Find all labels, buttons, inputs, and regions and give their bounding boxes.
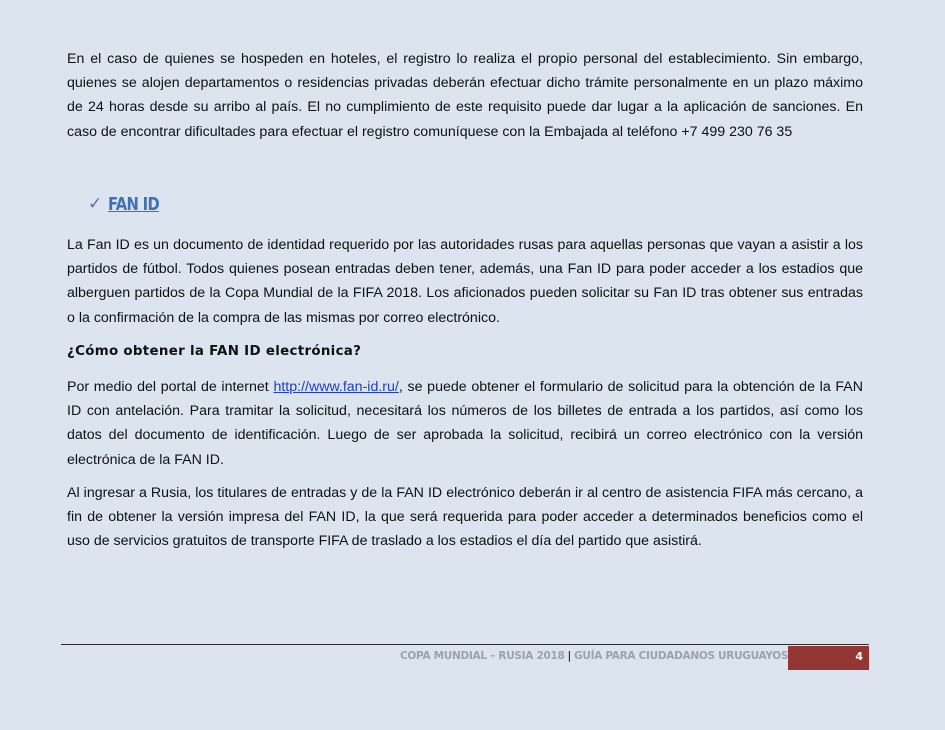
fan-id-description-paragraph: La Fan ID es un documento de identidad requerido por las autoridades rusas para aquellas personas que vayan a asistir a los partidos de fútbol. Todos quienes posean entradas deben tener, además, una Fan ID para poder acceder a los estadios que alberguen partidos de la Copa Mundial de la FIFA 2018. Los aficionados pueden solicitar su Fan ID tras obtener sus entradas o la confirmación de la compra de las mismas por correo electrónico.	[67, 237, 863, 326]
arrival-instructions-paragraph: Al ingresar a Rusia, los titulares de entradas y de la FAN ID electrónico deberán ir al centro de asistencia FIFA más cercano, a fin de obtener la versión impresa del FAN ID, la que será requerida para poder acceder a determinados beneficios como el uso de servicios gratuitos de transporte FIFA de traslado a los estadios el día del partido que asistirá.	[67, 485, 863, 550]
fan-id-portal-link[interactable]: http://www.fan-id.ru/	[273, 379, 399, 395]
footer-right-text: GUÍA PARA CIUDADANOS URUGUAYOS	[574, 650, 789, 662]
portal-instructions-paragraph	[67, 375, 863, 472]
page-number: 4	[855, 650, 863, 663]
how-to-obtain-subheading: ¿Cómo obtener la FAN ID electrónica?	[67, 344, 362, 359]
footer-separator: |	[567, 650, 572, 662]
portal-text-before-link: Por medio del portal de internet	[67, 379, 274, 395]
footer-title	[400, 650, 789, 662]
fan-id-heading	[88, 194, 171, 215]
page-number-box	[788, 646, 869, 670]
footer-left-text: COPA MUNDIAL – RUSIA 2018	[400, 650, 565, 662]
footer-divider	[61, 644, 869, 645]
fan-id-heading-text: FAN ID	[108, 194, 160, 215]
registration-paragraph: En el caso de quienes se hospeden en hoteles, el registro lo realiza el propio personal del establecimiento. Sin embargo, quienes se alojen departamentos o residencias privadas deberán efectuar dicho trámite personalmente en un plazo máximo de 24 horas desde su arribo al país. El no cumplimiento de este requisito puede dar lugar a la aplicación de sanciones. En caso de encontrar dificultades para efectuar el registro comuníquese con la Embajada al teléfono +7 499 230 76 35	[67, 51, 863, 140]
portal-text-after-link: , se puede obtener el formulario de solicitud para la obtención de la FAN ID con antelación. Para tramitar la solicitud, necesitará los números de los billetes de entrada a los partidos, así como los datos del documento de identificación. Luego de ser aprobada la solicitud, recibirá un correo electrónico con la versión electrónica de la FAN ID.	[67, 379, 863, 468]
checkmark-icon: ✓	[88, 194, 103, 214]
